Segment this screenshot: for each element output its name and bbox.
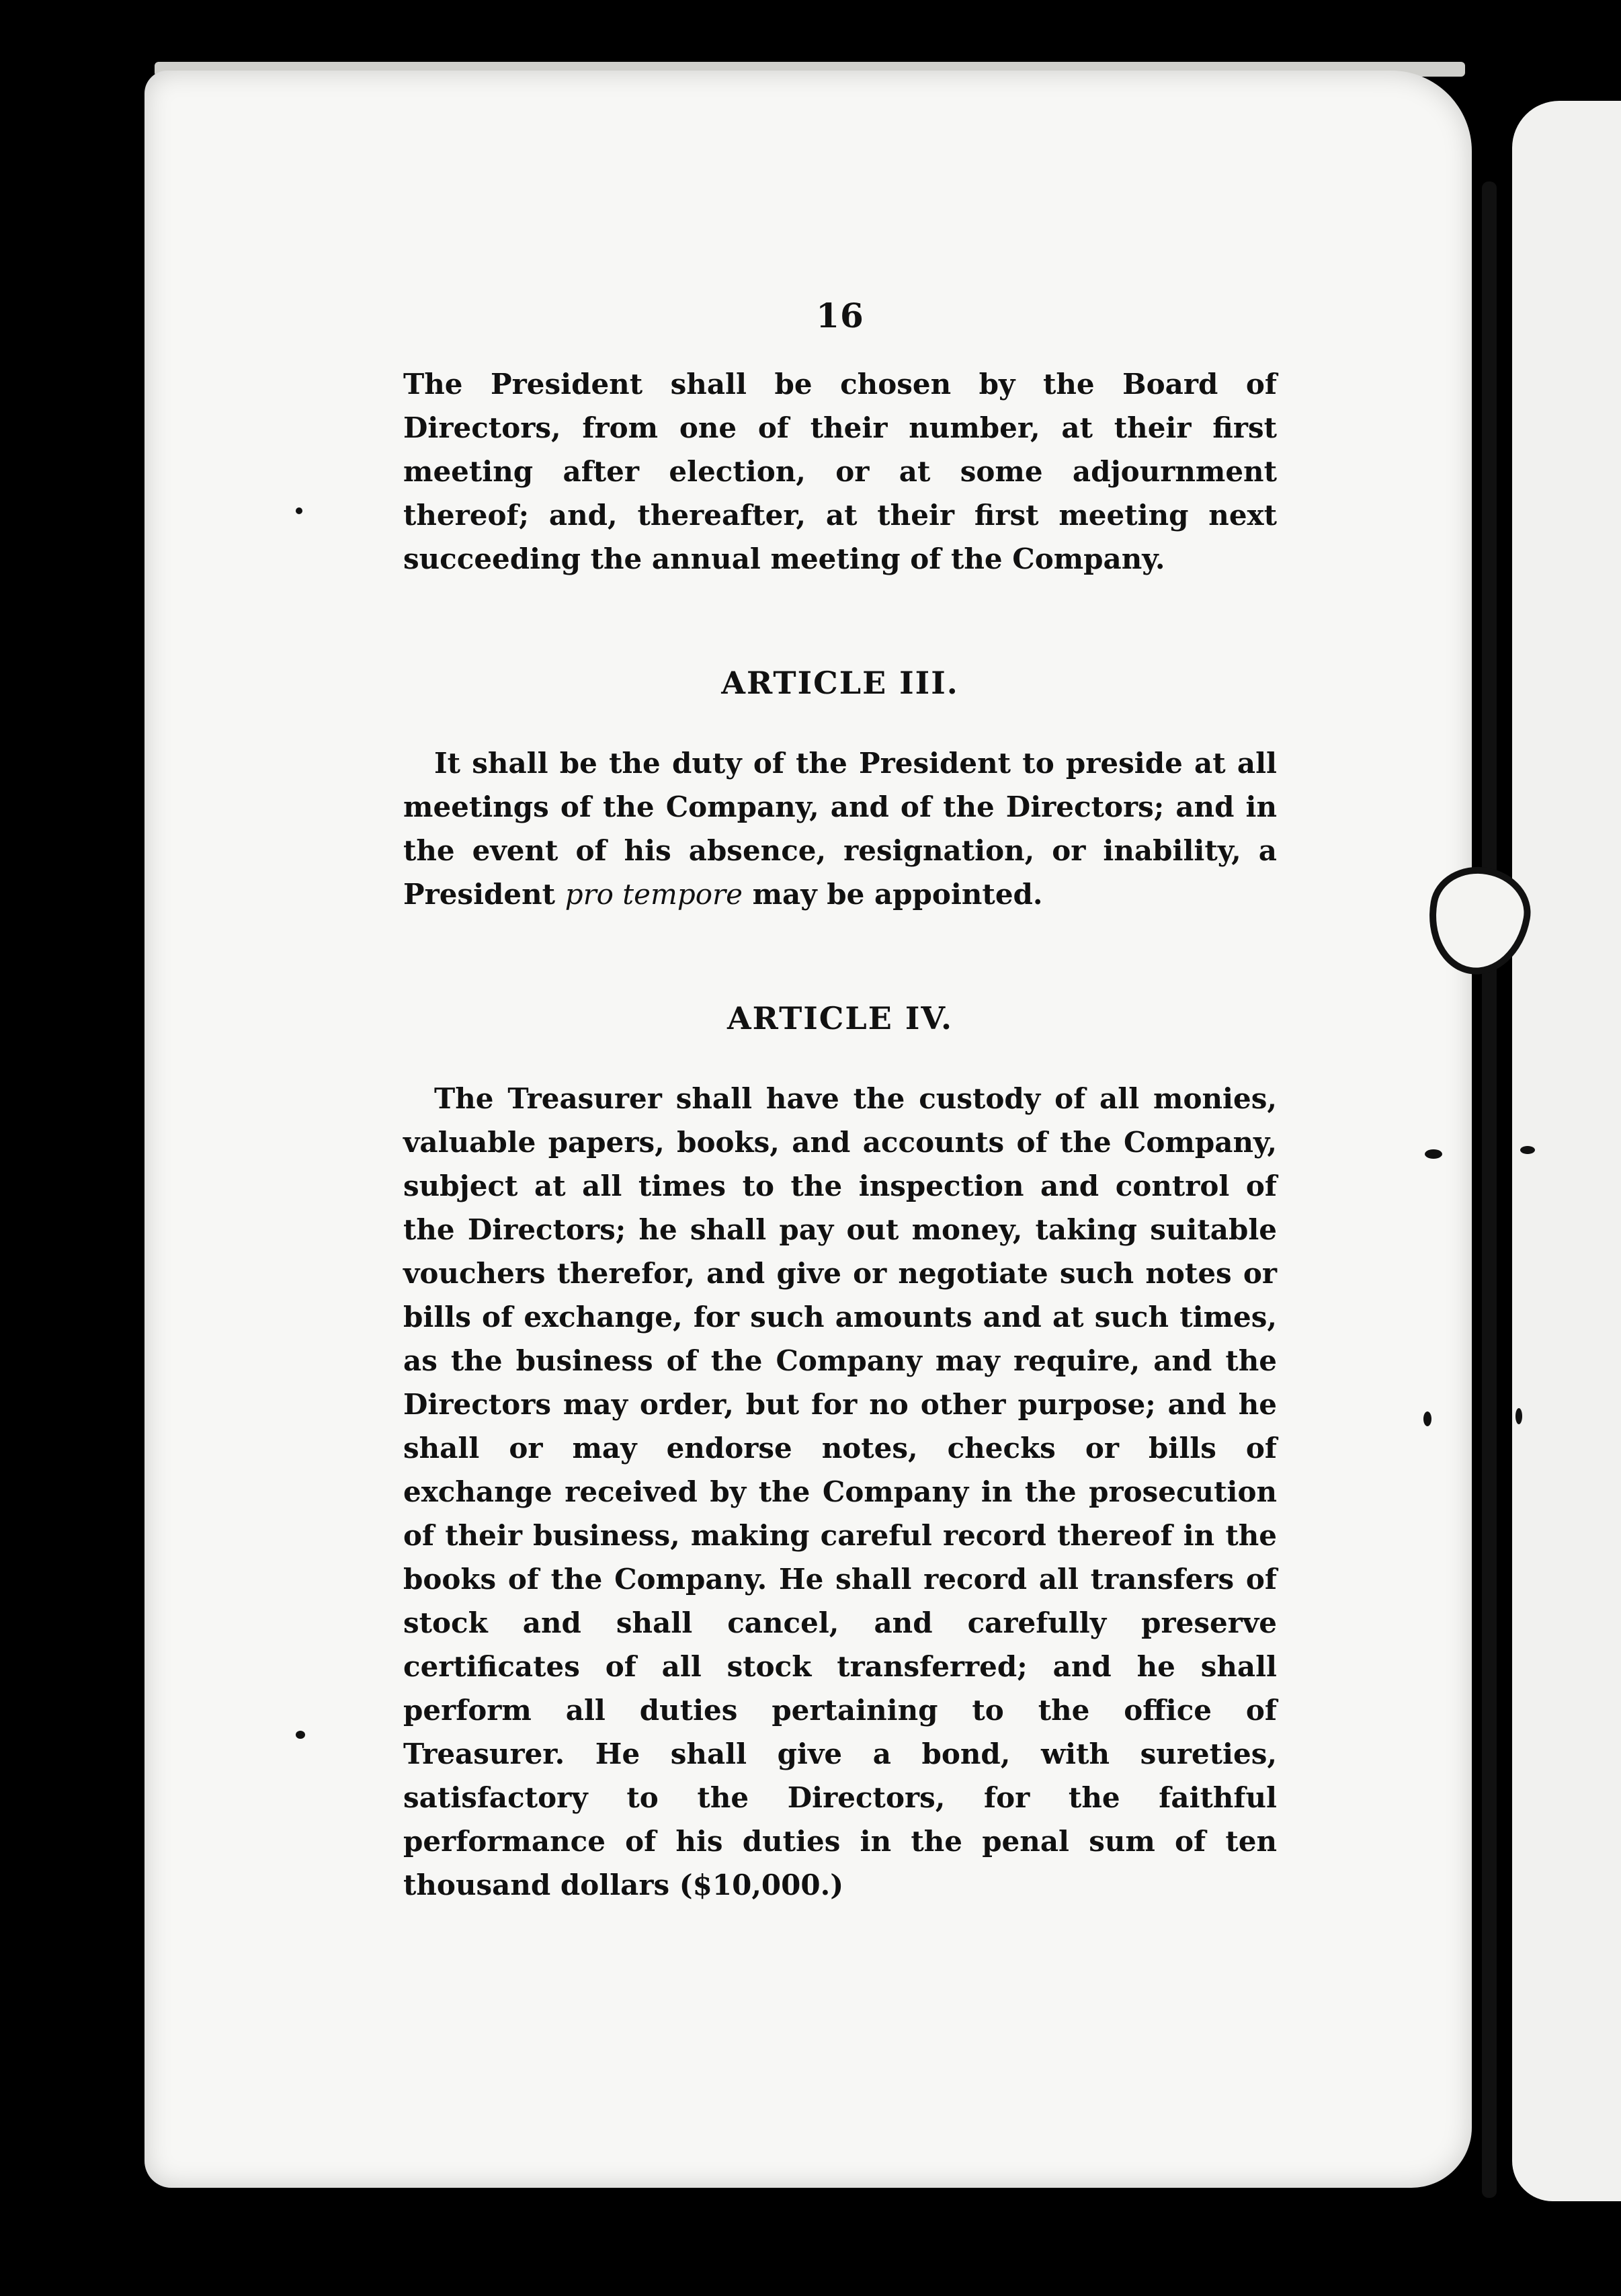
speck-mark (296, 1731, 305, 1739)
article-3-text-start: It shall be the duty of the President to preside at all meetings of the Company, and of the Directors; and in the event of his absence, resignation, or inability, a President (403, 747, 1277, 911)
article-3-paragraph (403, 741, 1277, 916)
binding-gutter (1482, 181, 1497, 2198)
speck-mark (1425, 1149, 1442, 1159)
page-number: 16 (816, 296, 864, 335)
page-text-block (403, 296, 1277, 1907)
article-4-heading: ARTICLE IV. (726, 1000, 954, 1036)
article-3-text-end: may be appointed. (742, 878, 1043, 911)
article-3-heading: ARTICLE III. (721, 665, 959, 701)
speck-mark (1515, 1408, 1522, 1424)
article-4-paragraph: The Treasurer shall have the custody of all monies, valuable papers, books, and accounts of the Company, subject at all times to the inspection and control of the Directors; he shall pay out money, taking suitable vouchers therefor, and give or negotiate such notes or bills of exchange, for such amounts and at such times, as the business of the Company may require, and the Directors may order, but for no other purpose; and he shall or may endorse notes, checks or bills of exchange received by the Company in the prosecution of their business, making careful record thereof in the books of the Company. He shall record all transfers of stock and shall cancel, and carefully preserve certificates of all stock transferred; and he shall perform all duties pertaining to the office of Treasurer. He shall give a bond, with sureties, satisfactory to the Directors, for the faithful performance of his duties in the penal sum of ten thousand dollars ($10,000.) (403, 1082, 1277, 1901)
article-3-italic-phrase: pro tempore (565, 878, 743, 911)
opening-paragraph: The President shall be chosen by the Board of Directors, from one of their number, at their first meeting after election, or at some adjournment thereof; and, thereafter, at their first meeting next succeeding the annual meeting of the Company. (403, 368, 1277, 575)
speck-mark (1520, 1146, 1535, 1154)
speck-mark (1423, 1411, 1431, 1426)
speck-mark (296, 507, 302, 514)
